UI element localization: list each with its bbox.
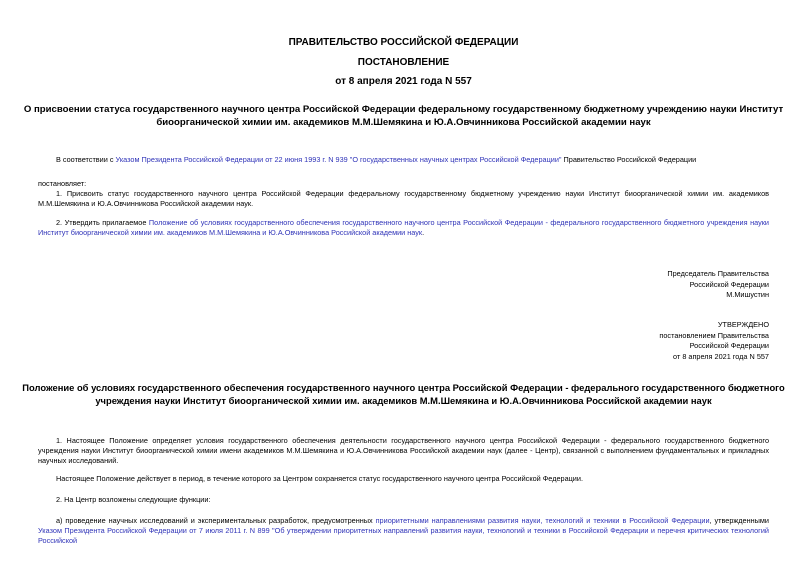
date-number-heading: от 8 апреля 2021 года N 557 — [335, 76, 472, 87]
signature-name: М.Мишустин — [726, 290, 769, 299]
signature-block — [667, 269, 769, 301]
approved-country: Российской Федерации — [689, 341, 769, 350]
signature-position: Председатель Правительства — [667, 269, 769, 278]
item-1-paragraph: 1. Присвоить статус государственного научного центра Российской Федерации федеральному государственному бюджетному учреждению науки Институт биоорганической химии им. академиков М.М.Шемякина и Ю.А.Овчинникова Российской академии наук. — [38, 189, 769, 208]
p4-mid: , утвержденными — [709, 516, 769, 525]
preamble-paragraph — [56, 155, 776, 165]
regulation-p3: 2. На Центр возложены следующие функции: — [56, 495, 211, 504]
approved-by: постановлением Правительства — [659, 330, 769, 340]
preamble-prefix: В соответствии с — [56, 155, 116, 164]
approved-date: от 8 апреля 2021 года N 557 — [673, 351, 769, 361]
item-2-suffix: . — [422, 228, 425, 237]
preamble-suffix: Правительство Российской Федерации — [561, 155, 697, 164]
regulation-link[interactable]: Положение об условиях государственного обеспечения государственного научного центра Российской Федерации - федерального государственного бюджетного учреждения науки Институт биоорганической химии им. академиков М.М.Шемякина и Ю.А.Овчинникова Российской академии наук — [38, 218, 769, 237]
item-2-prefix: 2. Утвердить прилагаемое — [56, 218, 149, 227]
decree-word: постановляет: — [38, 179, 87, 188]
signature-country: Российской Федерации — [689, 279, 769, 289]
regulation-p2: Настоящее Положение действует в период, в течение которого за Центром сохраняется статус государственного научного центра Российской Федерации. — [56, 474, 583, 483]
item-2-paragraph — [38, 218, 769, 238]
p4-prefix: а) проведение научных исследований и экспериментальных разработок, предусмотренных — [56, 516, 376, 525]
regulation-title-line1: Положение об условиях государственного обеспечения государственного научного центра Российской Федерации - федерального государственного бюджетного — [22, 382, 785, 393]
approved-block — [659, 320, 769, 362]
decree-title-line2: биоорганической химии им. академиков М.М.Шемякина и Ю.А.Овчинникова Российской академии наук — [156, 117, 651, 128]
approved-label: УТВЕРЖДЕНО — [717, 320, 769, 329]
government-heading: ПРАВИТЕЛЬСТВО РОССИЙСКОЙ ФЕДЕРАЦИИ — [288, 37, 519, 48]
regulation-p4 — [38, 516, 769, 546]
decree-link[interactable]: Указом Президента Российской Федерации от 22 июня 1993 г. N 939 "О государственных научных центрах Российской Федерации" — [115, 155, 562, 164]
decree-title-line1: О присвоении статуса государственного научного центра Российской Федерации федеральному государственному бюджетному учреждению науки Институт — [23, 104, 784, 115]
regulation-title-line2: учреждения науки Институт биоорганической химии им. академиков М.М.Шемякина и Ю.А.Овчинникова Российской академии наук — [95, 395, 712, 406]
doc-type-heading: ПОСТАНОВЛЕНИЕ — [357, 57, 450, 68]
priority-directions-link[interactable]: приоритетными направлениями развития науки, технологий и техники в Российской Федерации — [375, 516, 710, 525]
presidential-decree-link[interactable]: Указом Президента Российской Федерации от 7 июля 2011 г. N 899 "Об утверждении приоритетных направлений развития науки, технологий и техники в Российской Федерации и перечня критических технологий Российской — [38, 526, 769, 545]
regulation-p1: 1. Настоящее Положение определяет условия государственного обеспечения деятельности государственного научного центра Российской Федерации - федерального государственного бюджетного учреждения науки Институт биоорганической химии имени академиков М.М.Шемякина и Ю.А.Овчинникова Российской академии наук (далее - Центр), связанной с выполнением фундаментальных и прикладных научных исследований. — [38, 436, 769, 465]
